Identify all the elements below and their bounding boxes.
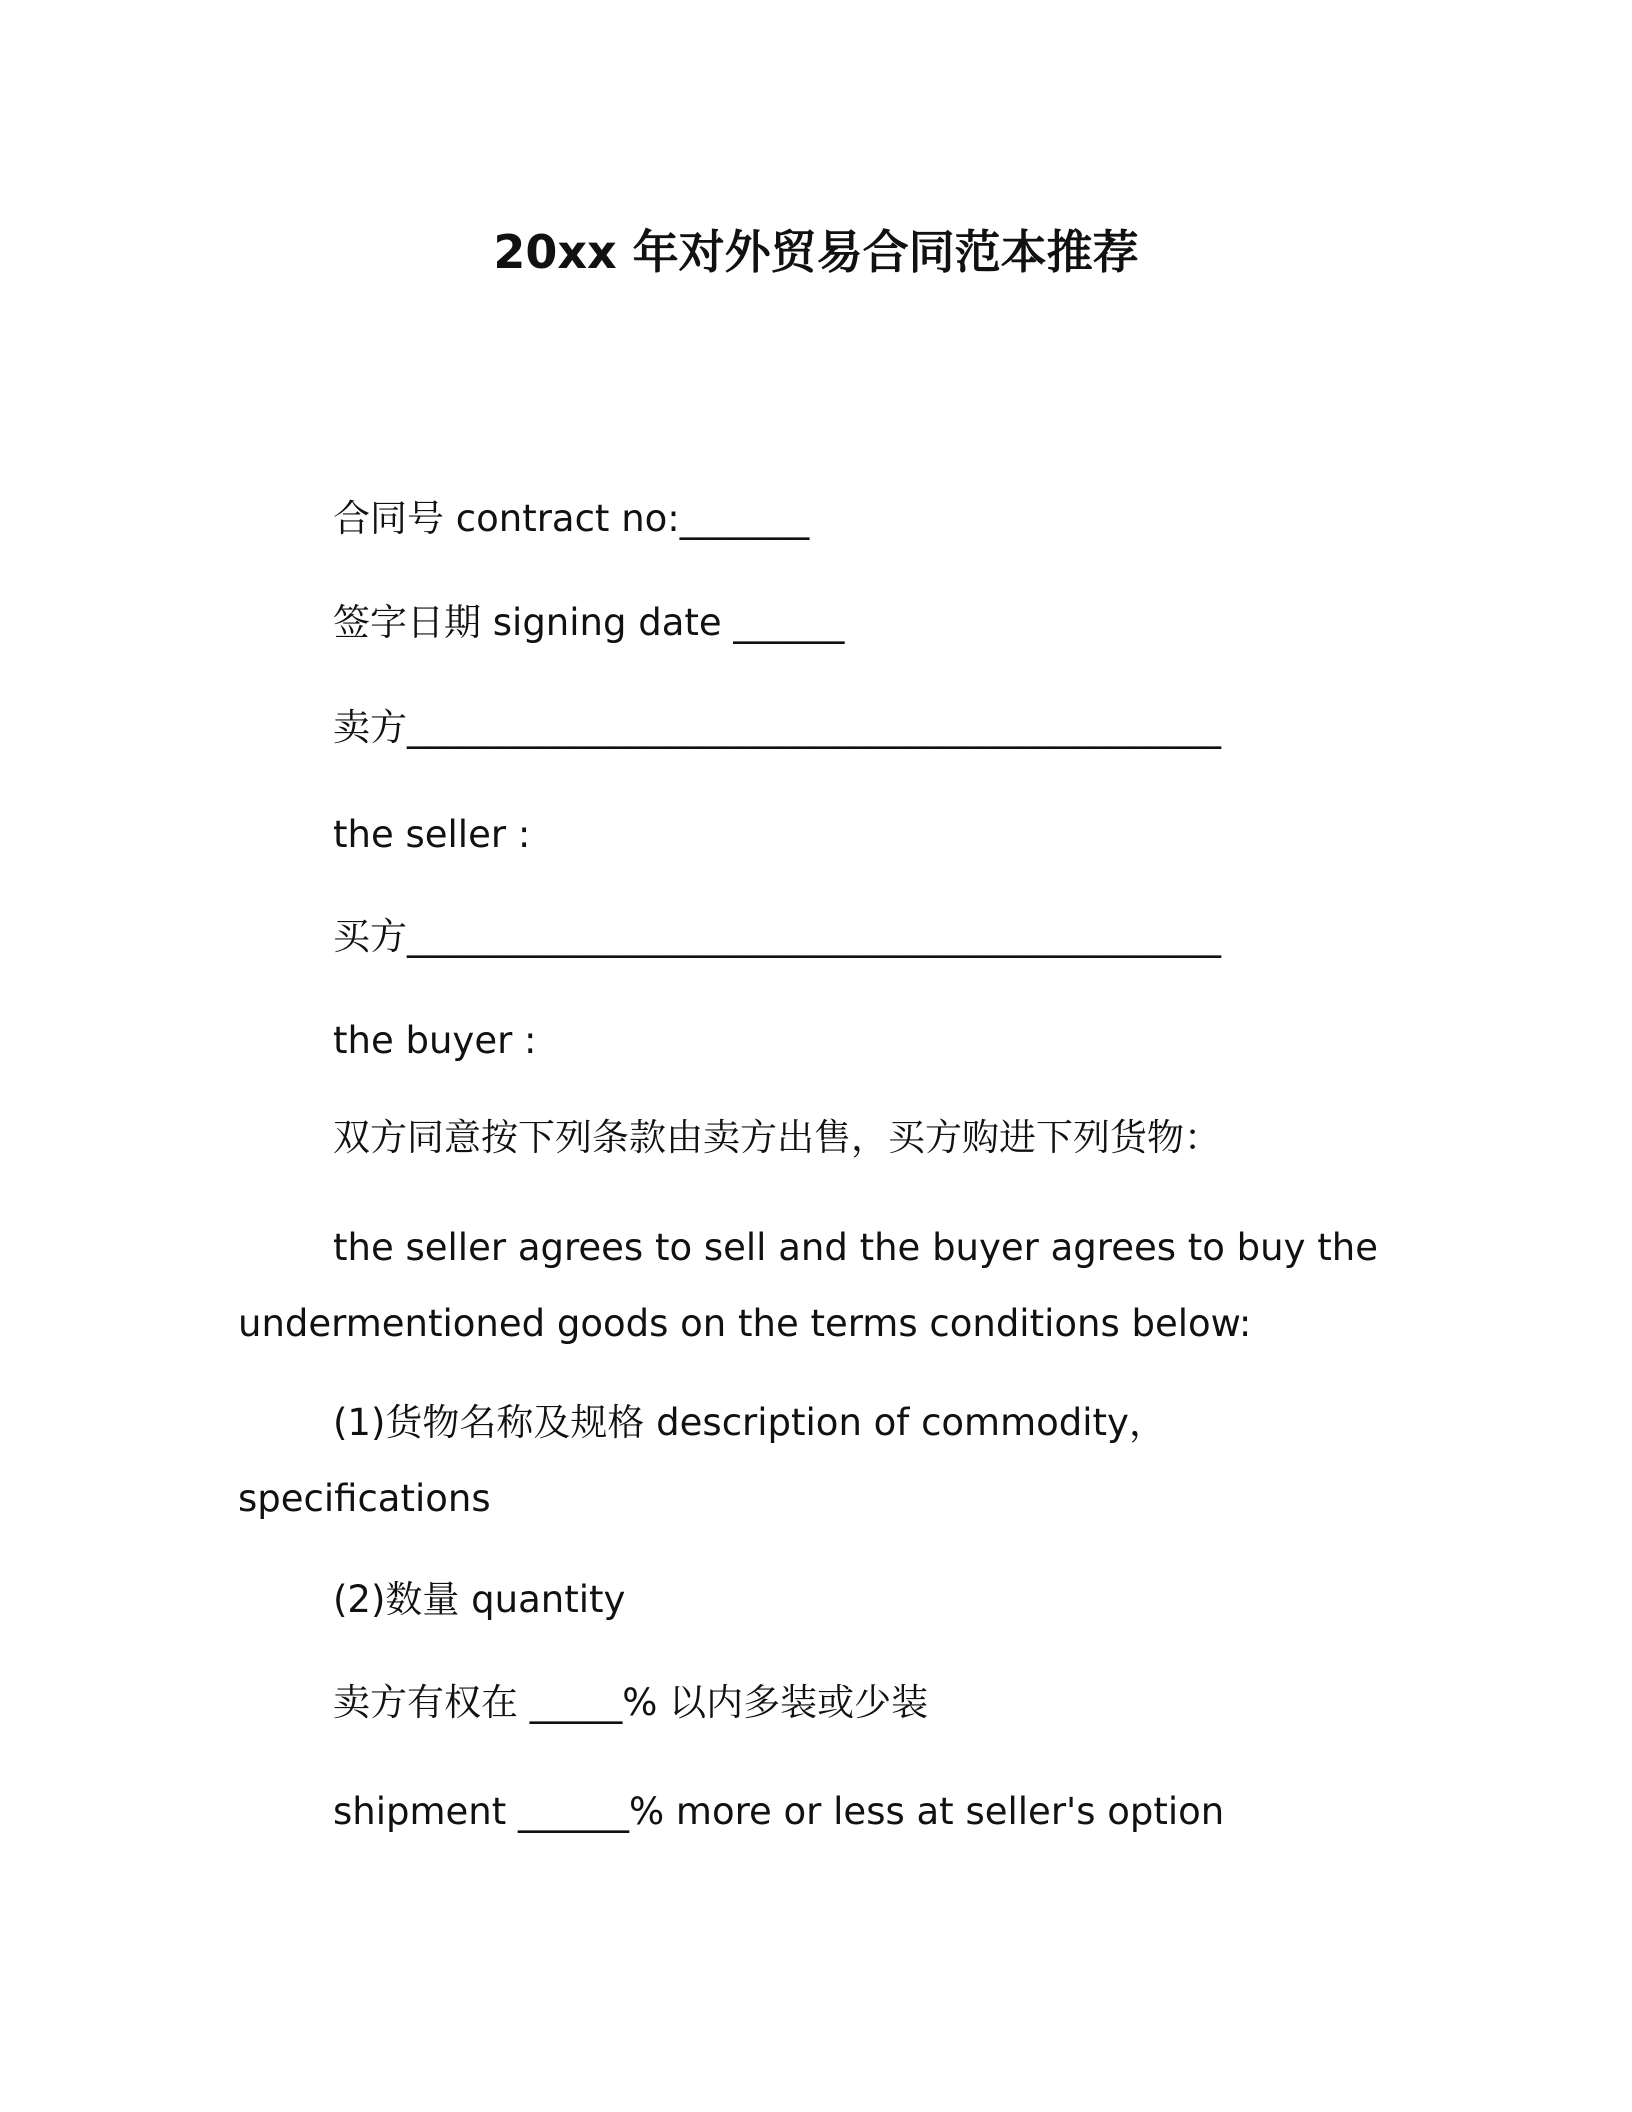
- buyer-cn-line: 买方____________________________________________: [333, 915, 1221, 958]
- shipment-tolerance-en-line: shipment ______% more or less at seller's option: [333, 1790, 1225, 1833]
- seller-en-line: the seller :: [333, 813, 531, 856]
- agreement-cn-paragraph: 双方同意按下列条款由卖方出售，买方购进下列货物：: [333, 1116, 1221, 1159]
- buyer-en-line: the buyer :: [333, 1019, 537, 1062]
- signing-date-line: 签字日期 signing date ______: [333, 601, 845, 644]
- shipment-tolerance-cn-line: 卖方有权在 _____% 以内多装或少装: [333, 1681, 929, 1724]
- contract-number-line: 合同号 contract no:_______: [333, 497, 810, 540]
- quantity-heading: (2)数量 quantity: [333, 1578, 626, 1621]
- agreement-en-paragraph: the seller agrees to sell and the buyer agrees to buy the undermentioned goods on the terms conditions below:: [238, 1226, 1378, 1345]
- commodity-description-paragraph: (1)货物名称及规格 description of commodity，specifications: [238, 1401, 1166, 1520]
- seller-cn-line: 卖方____________________________________________: [333, 706, 1221, 749]
- document-title: 20xx 年对外贸易合同范本推荐: [493, 225, 1139, 279]
